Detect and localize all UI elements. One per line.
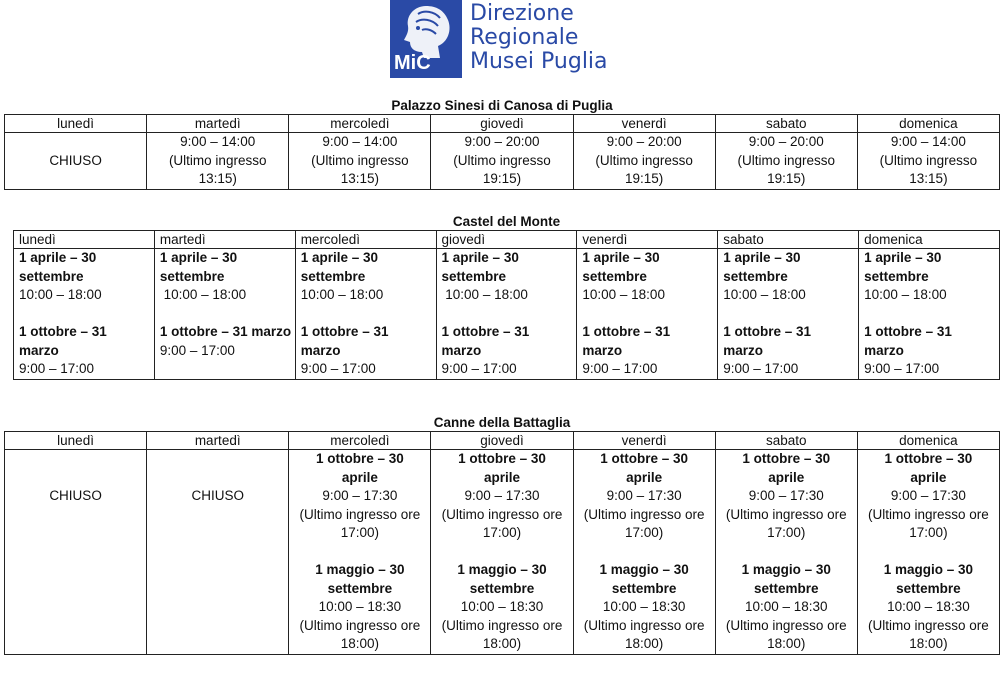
hours-cell (295, 249, 436, 380)
period-label: settembre (611, 580, 677, 596)
canne-hours-table (4, 431, 1000, 655)
hours-cell (289, 133, 431, 190)
day-header: giovedì (431, 115, 573, 133)
period-label: 1 maggio – 30 (315, 562, 405, 577)
hours-cell (436, 249, 577, 380)
logo-badge-text: MiC (394, 52, 431, 74)
period-label: settembre (864, 268, 929, 284)
note-text: (Ultimo ingresso ore (583, 617, 705, 633)
day-header: mercoledì (289, 432, 431, 450)
hours-text: 9:00 – 17:00 (159, 342, 235, 358)
hours-text: 10:00 – 18:00 (864, 287, 947, 302)
section-title: Canne della Battaglia (433, 415, 571, 430)
period-label: marzo (441, 342, 482, 358)
note-text: 13:15) (340, 171, 379, 186)
palazzo-section (4, 97, 1000, 190)
hours-cell (431, 450, 573, 655)
note-text: (Ultimo ingresso ore (583, 506, 705, 522)
day-header: lunedì (5, 432, 147, 450)
period-label: marzo (582, 342, 623, 358)
period-label: aprile (341, 469, 378, 485)
palazzo-hours-table (4, 114, 1000, 190)
period-label: settembre (327, 580, 393, 596)
note-text: 19:15) (767, 171, 806, 186)
note-text: (Ultimo ingresso ore (868, 617, 989, 633)
note-text: 18:00) (482, 636, 522, 651)
hours-text: 9:00 – 14:00 (890, 134, 966, 149)
day-header: lunedì (14, 231, 155, 249)
table-row (14, 249, 1000, 380)
day-header: lunedì (5, 115, 147, 133)
hours-text: 9:00 – 17:30 (464, 488, 540, 503)
hours-text: 10:00 – 18:00 (582, 287, 665, 302)
period-label: 1 ottobre – 31 (582, 324, 671, 339)
period-label: 1 ottobre – 30 (742, 451, 831, 466)
period-label: 1 ottobre – 31 (723, 324, 811, 339)
hours-cell (431, 133, 573, 190)
hours-text: 10:00 – 18:30 (460, 599, 544, 614)
logo-badge (390, 0, 462, 78)
period-label: 1 ottobre – 30 (884, 451, 973, 466)
hours-cell (147, 450, 289, 655)
hours-text: 9:00 – 17:30 (606, 488, 682, 503)
hours-cell (857, 133, 999, 190)
period-label: 1 aprile – 30 (441, 250, 519, 265)
day-header: martedì (147, 432, 289, 450)
period-label: 1 ottobre – 31 (300, 324, 389, 339)
period-label: settembre (19, 268, 84, 284)
day-header: martedì (147, 115, 289, 133)
period-label: aprile (626, 469, 663, 485)
hours-text: 9:00 – 20:00 (464, 134, 540, 149)
hours-cell (5, 450, 147, 655)
note-text: (Ultimo ingresso ore (725, 506, 847, 522)
note-text: (Ultimo ingresso (311, 152, 409, 168)
note-text: (Ultimo ingresso ore (441, 617, 563, 633)
period-label: settembre (896, 580, 961, 596)
note-text: (Ultimo ingresso ore (868, 506, 989, 522)
hours-text: 10:00 – 18:00 (723, 287, 806, 302)
day-header: venerdì (573, 115, 715, 133)
period-label: marzo (864, 342, 904, 358)
hours-text: 9:00 – 17:00 (19, 361, 95, 376)
hours-cell (859, 249, 1000, 380)
period-label: settembre (754, 580, 819, 596)
hours-text: 9:00 – 17:30 (322, 488, 398, 503)
period-label: 1 aprile – 30 (582, 250, 660, 265)
note-text: (Ultimo ingresso (453, 152, 551, 168)
logo-line: Musei Puglia (470, 49, 608, 74)
table-header-row (5, 432, 1000, 450)
note-text: 13:15) (198, 171, 237, 186)
hours-cell (573, 450, 715, 655)
period-label: settembre (159, 268, 225, 284)
table-header-row (5, 115, 1000, 133)
hours-text: 10:00 – 18:30 (744, 599, 828, 614)
day-header: venerdì (577, 231, 718, 249)
period-label: 1 aprile – 30 (723, 250, 801, 265)
day-header: martedì (154, 231, 295, 249)
day-header: domenica (857, 432, 999, 450)
note-text: 18:00) (340, 636, 379, 651)
note-text: 17:00) (340, 525, 379, 540)
day-header: sabato (715, 432, 857, 450)
hours-text: 9:00 – 17:00 (582, 361, 658, 376)
note-text: 19:15) (624, 171, 664, 186)
day-header: domenica (857, 115, 999, 133)
note-text: (Ultimo ingresso ore (299, 617, 421, 633)
note-text: 17:00) (909, 525, 948, 540)
period-label: marzo (19, 342, 59, 358)
period-label: 1 ottobre – 30 (315, 451, 404, 466)
period-label: settembre (723, 268, 788, 284)
period-label: 1 ottobre – 31 (19, 324, 107, 339)
note-text: 18:00) (624, 636, 664, 651)
hours-cell (5, 133, 147, 190)
section-title: Castel del Monte (452, 214, 561, 229)
period-label: aprile (910, 469, 947, 485)
hours-text: 10:00 – 18:30 (318, 599, 402, 614)
note-text: (Ultimo ingresso ore (441, 506, 563, 522)
closed-label: CHIUSO (49, 152, 102, 168)
period-label: aprile (483, 469, 520, 485)
note-text: (Ultimo ingresso ore (299, 506, 421, 522)
period-label: 1 ottobre – 31 marzo (159, 324, 292, 339)
day-header: domenica (859, 231, 1000, 249)
period-label: 1 ottobre – 30 (600, 451, 689, 466)
period-label: settembre (300, 268, 366, 284)
hours-text: 10:00 – 18:00 (19, 287, 102, 302)
period-label: 1 aprile – 30 (864, 250, 942, 265)
hours-cell (577, 249, 718, 380)
note-text: 18:00) (767, 636, 806, 651)
table-row (5, 133, 1000, 190)
section-title: Palazzo Sinesi di Canosa di Puglia (391, 98, 613, 113)
logo-line: Regionale (470, 25, 579, 50)
day-header: giovedì (431, 432, 573, 450)
hours-cell (718, 249, 859, 380)
note-text: (Ultimo ingresso (737, 152, 836, 168)
hours-cell (573, 133, 715, 190)
day-header: sabato (715, 115, 857, 133)
period-label: 1 maggio – 30 (883, 562, 974, 577)
period-label: aprile (768, 469, 805, 485)
table-row (5, 450, 1000, 655)
period-label: 1 aprile – 30 (19, 250, 97, 265)
castel-hours-table (13, 230, 1000, 380)
hours-cell (154, 249, 295, 380)
hours-cell (289, 450, 431, 655)
hours-text: 9:00 – 17:00 (300, 361, 376, 376)
hours-text: 9:00 – 17:00 (864, 361, 940, 376)
day-header: venerdì (573, 432, 715, 450)
table-header-row (14, 231, 1000, 249)
hours-cell (857, 450, 999, 655)
logo-line: Direzione (470, 1, 574, 26)
hours-cell (147, 133, 289, 190)
note-text: (Ultimo ingresso (595, 152, 693, 168)
period-label: 1 ottobre – 30 (458, 451, 546, 466)
hours-text: 10:00 – 18:00 (300, 287, 384, 302)
hours-text: 9:00 – 20:00 (748, 134, 824, 149)
day-header: mercoledì (289, 115, 431, 133)
hours-text: 10:00 – 18:00 (159, 287, 247, 302)
period-label: marzo (723, 342, 763, 358)
hours-text: 9:00 – 17:00 (441, 361, 517, 376)
hours-text: 10:00 – 18:30 (602, 599, 686, 614)
note-text: 19:15) (482, 171, 522, 186)
period-label: 1 ottobre – 31 (864, 324, 952, 339)
closed-label: CHIUSO (191, 488, 244, 503)
period-label: 1 ottobre – 31 (441, 324, 530, 339)
period-label: 1 maggio – 30 (457, 562, 547, 577)
period-label: settembre (441, 268, 507, 284)
period-label: settembre (582, 268, 647, 284)
note-text: 18:00) (909, 636, 948, 651)
note-text: (Ultimo ingresso (168, 152, 267, 168)
note-text: 17:00) (482, 525, 522, 540)
period-label: 1 aprile – 30 (159, 250, 238, 265)
hours-cell (14, 249, 155, 380)
period-label: 1 maggio – 30 (741, 562, 831, 577)
note-text: (Ultimo ingresso ore (725, 617, 847, 633)
note-text: 17:00) (624, 525, 664, 540)
hours-text: 10:00 – 18:30 (887, 599, 970, 614)
head-profile-icon (396, 2, 456, 58)
hours-cell (715, 450, 857, 655)
period-label: marzo (300, 342, 341, 358)
period-label: 1 aprile – 30 (300, 250, 378, 265)
hours-text: 10:00 – 18:00 (441, 287, 528, 302)
hours-text: 9:00 – 17:00 (723, 361, 799, 376)
note-text: 13:15) (909, 171, 948, 186)
museum-logo (390, 0, 610, 78)
hours-cell (715, 133, 857, 190)
hours-text: 9:00 – 14:00 (180, 134, 256, 149)
hours-text: 9:00 – 14:00 (322, 134, 398, 149)
castel-section (13, 213, 1000, 380)
hours-text: 9:00 – 20:00 (606, 134, 682, 149)
hours-text: 9:00 – 17:30 (890, 488, 966, 503)
note-text: 17:00) (767, 525, 806, 540)
closed-label: CHIUSO (49, 488, 102, 503)
logo-wordmark (470, 2, 608, 74)
note-text: (Ultimo ingresso (879, 152, 978, 168)
period-label: settembre (469, 580, 535, 596)
day-header: giovedì (436, 231, 577, 249)
day-header: sabato (718, 231, 859, 249)
period-label: 1 maggio – 30 (599, 562, 689, 577)
canne-section (4, 414, 1000, 655)
day-header: mercoledì (295, 231, 436, 249)
hours-text: 9:00 – 17:30 (748, 488, 824, 503)
